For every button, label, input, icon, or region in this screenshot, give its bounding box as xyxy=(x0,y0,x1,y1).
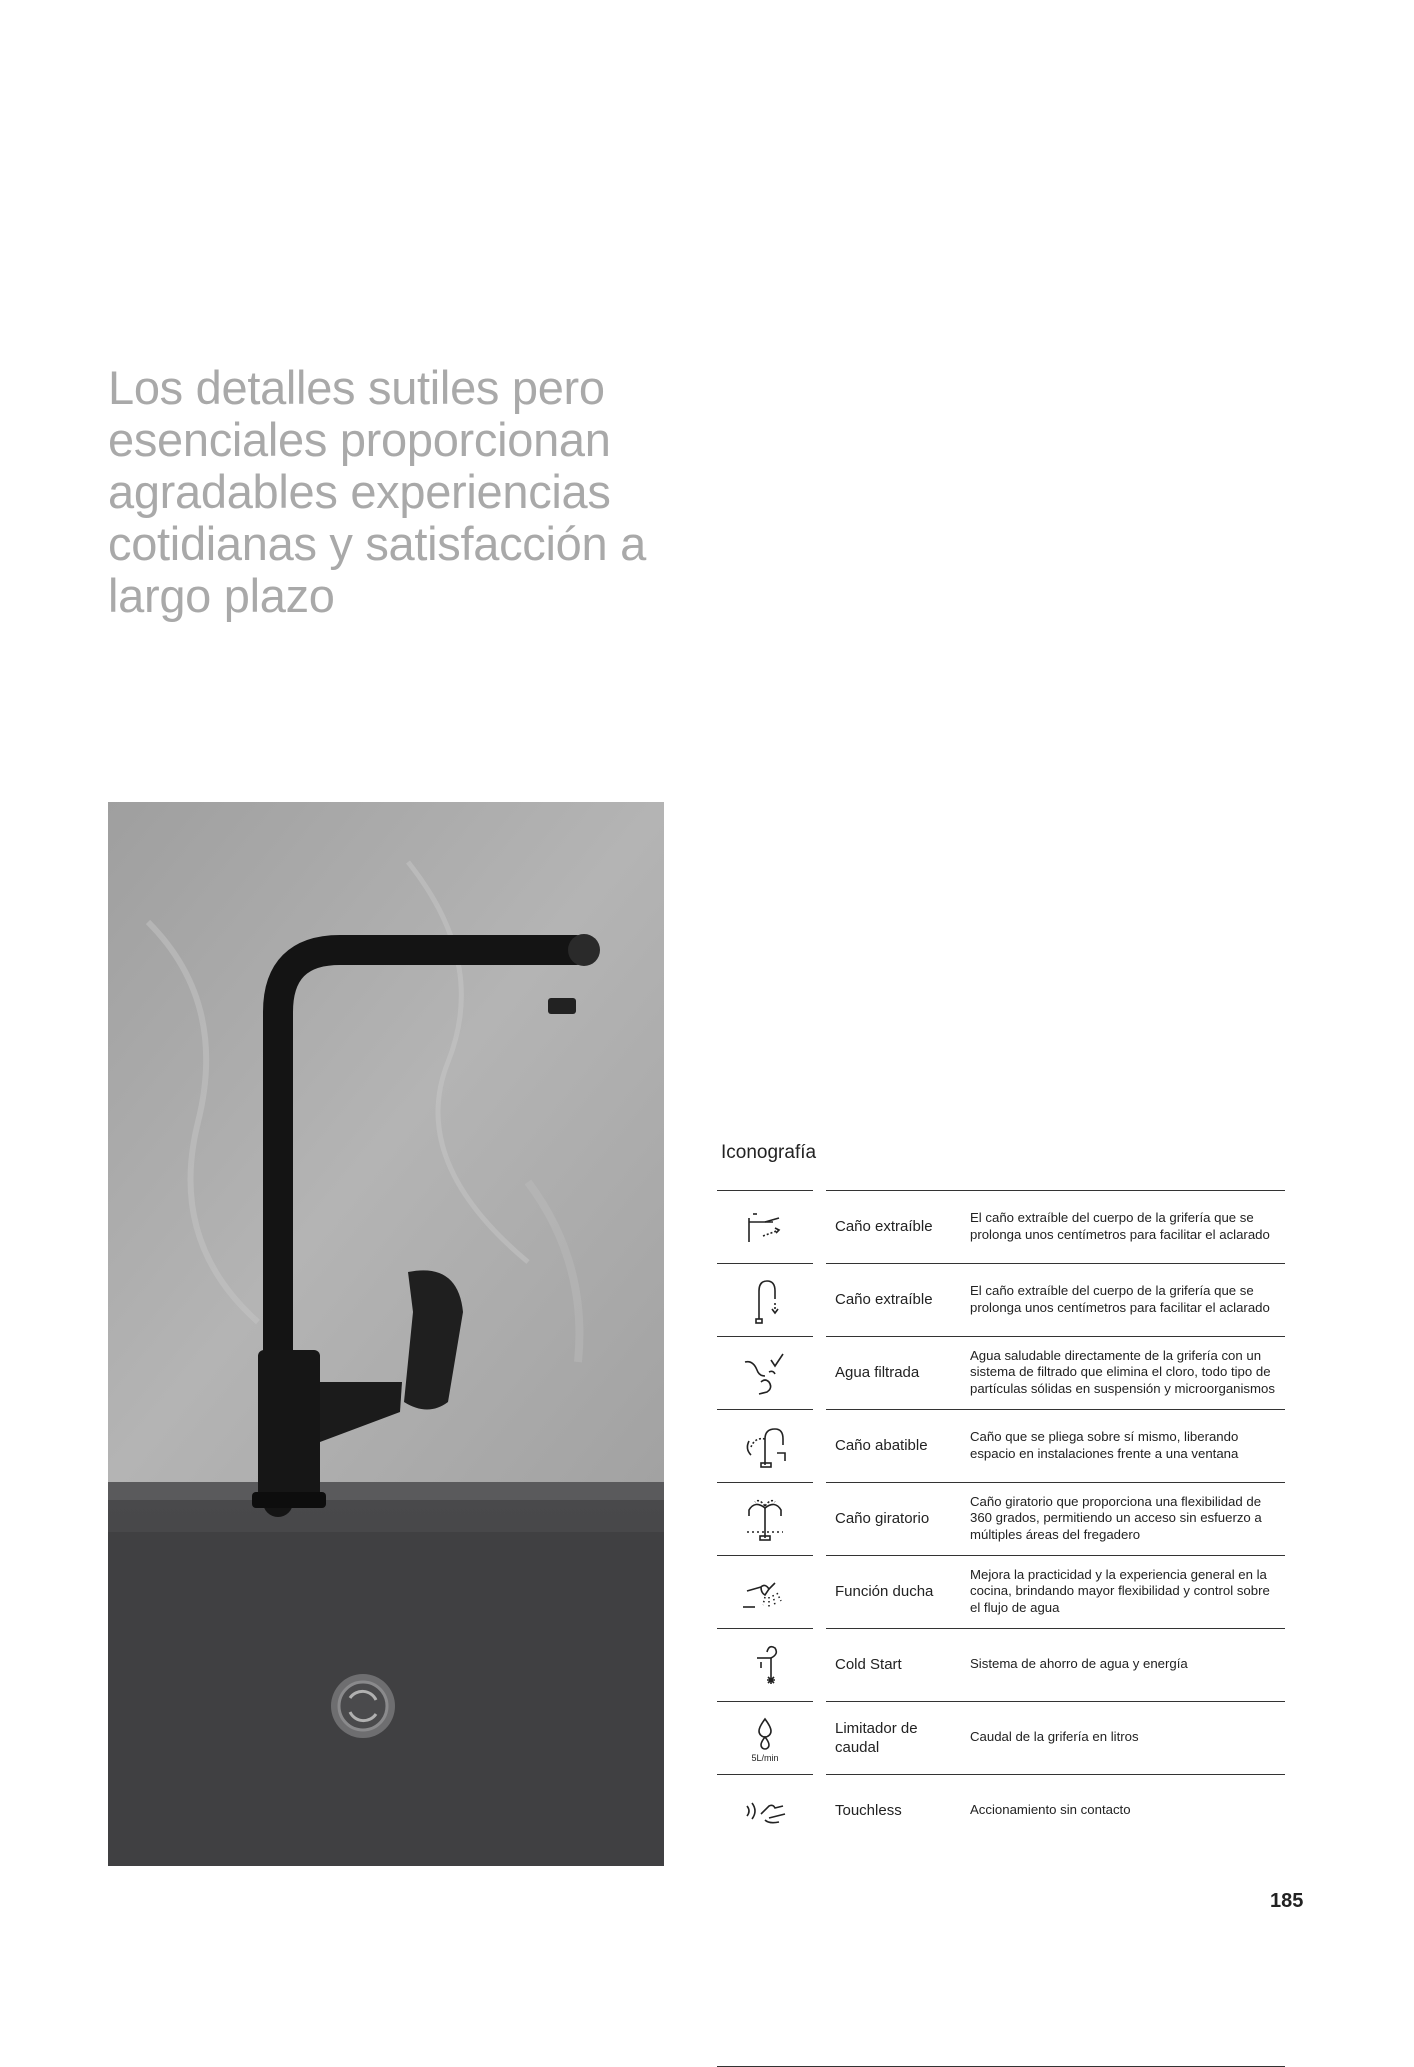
touchless-icon xyxy=(735,1784,795,1838)
cold-start-icon xyxy=(735,1638,795,1692)
feature-name: Caño abatible xyxy=(835,1437,928,1454)
folding-spout-icon xyxy=(735,1419,795,1473)
icon-row-pull-out-spout xyxy=(717,1190,1285,1263)
kitchen-faucet-photo xyxy=(108,802,664,1866)
iconography-title: Iconografía xyxy=(721,1142,817,1163)
feature-name: Caño extraíble xyxy=(835,1291,933,1308)
feature-description: Sistema de ahorro de agua y energía xyxy=(970,1656,1188,1672)
feature-description: Caño giratorio que proporciona una flexibilidad de 360 grados, permitiendo un acceso sin esfuerzo a múltiples áreas del fregadero xyxy=(970,1493,1262,1542)
icon-row-shower-function xyxy=(717,1555,1285,1628)
flow-limiter-icon xyxy=(735,1711,795,1765)
icon-row-touchless xyxy=(717,1774,1285,1847)
feature-description: Caño que se pliega sobre sí mismo, liberando espacio en instalaciones frente a una ventana xyxy=(970,1429,1239,1461)
feature-description: Accionamiento sin contacto xyxy=(970,1802,1131,1818)
pull-down-spout-icon xyxy=(735,1273,795,1327)
feature-description: El caño extraíble del cuerpo de la grifería que se prolonga unos centímetros para facilitar el aclarado xyxy=(970,1283,1270,1315)
icon-row-folding-spout xyxy=(717,1409,1285,1482)
flow-limiter-label: 5L/min xyxy=(751,1753,779,1763)
feature-name: Caño giratorio xyxy=(835,1510,930,1527)
feature-description: Mejora la practicidad y la experiencia general en la cocina, brindando mayor flexibilidad y control sobre el flujo de agua xyxy=(970,1566,1270,1615)
icon-row-filtered-water xyxy=(717,1336,1285,1409)
swivel-spout-icon xyxy=(735,1492,795,1546)
feature-name: Función ducha xyxy=(835,1583,934,1600)
feature-description: El caño extraíble del cuerpo de la grifería que se prolonga unos centímetros para facilitar el aclarado xyxy=(970,1210,1270,1242)
iconography-table xyxy=(717,1190,1285,1847)
icon-row-pull-down-spout xyxy=(717,1263,1285,1336)
feature-name: Agua filtrada xyxy=(835,1364,920,1381)
icon-row-cold-start xyxy=(717,1628,1285,1701)
shower-function-icon xyxy=(735,1565,795,1619)
icon-row-flow-limiter xyxy=(717,1701,1285,1774)
filtered-water-icon xyxy=(735,1346,795,1400)
feature-name: Touchless xyxy=(835,1802,902,1819)
pull-out-spout-icon xyxy=(735,1200,795,1254)
feature-name: Limitador de caudal xyxy=(835,1719,918,1756)
icon-row-swivel-spout xyxy=(717,1482,1285,1555)
feature-description: Agua saludable directamente de la grifería con un sistema de filtrado que elimina el cloro, todo tipo de partículas sólidas en suspensión y microorganismos xyxy=(970,1347,1275,1396)
page-number: 185 xyxy=(1270,1890,1304,1912)
headline: Los detalles sutiles pero esenciales proporcionan agradables experiencias cotidianas y satisfacción a largo plazo xyxy=(108,361,646,622)
feature-name: Caño extraíble xyxy=(835,1218,933,1235)
feature-description: Caudal de la grifería en litros xyxy=(970,1729,1139,1745)
feature-name: Cold Start xyxy=(835,1656,902,1673)
